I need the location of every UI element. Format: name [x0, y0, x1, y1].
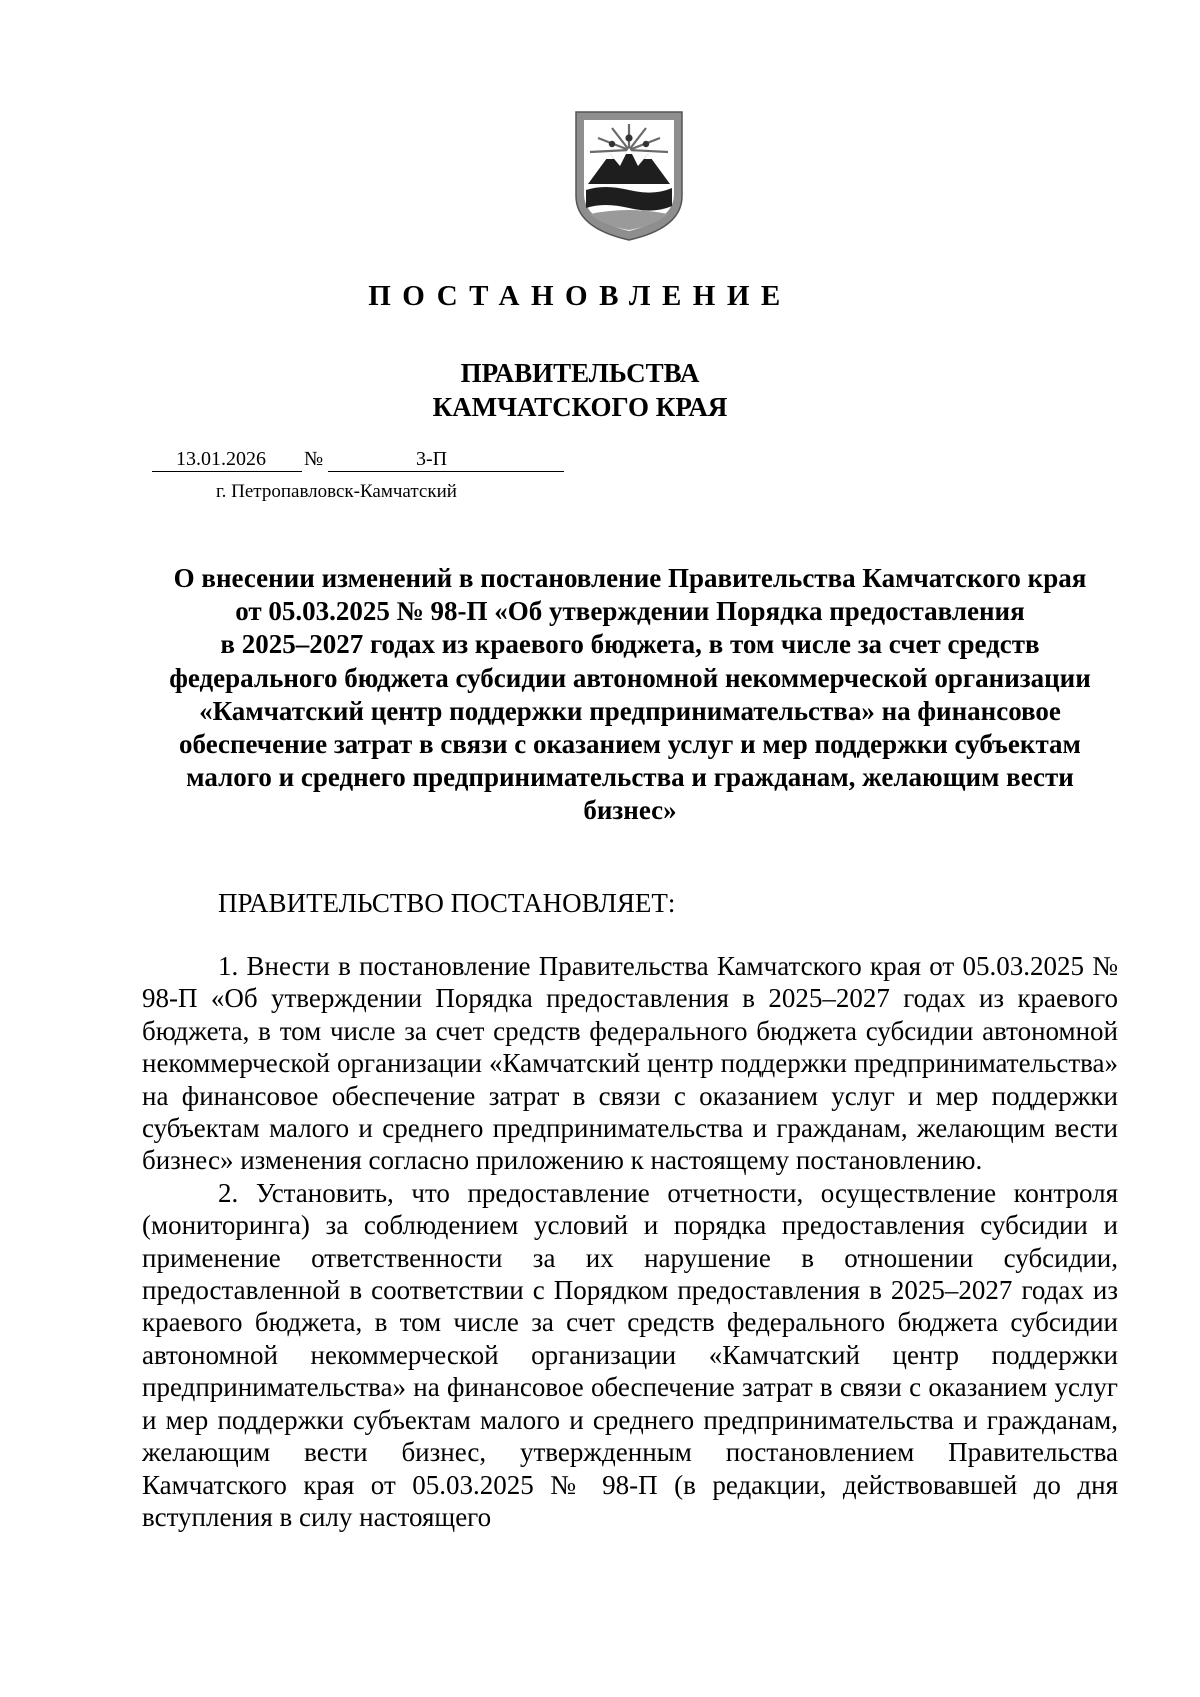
decree-heading: ПРАВИТЕЛЬСТВО ПОСТАНОВЛЯЕТ: [218, 888, 676, 918]
issue-city: г. Петропавловск-Камчатский [216, 481, 457, 502]
issuing-authority [0, 356, 1160, 424]
subject-line: «Камчатский центр поддержки предпринимательства» на финансовое [199, 695, 1061, 726]
subject-line: от 05.03.2025 № 98-П «Об утверждении Порядка предоставления [235, 596, 1025, 627]
subject-line: в 2025–2027 годах из краевого бюджета, в том числе за счет средств [220, 629, 1040, 660]
document-subject [140, 562, 1120, 828]
document-body [142, 950, 1118, 1533]
subject-line: малого и среднего предпринимательства и гражданам, желающим вести [186, 762, 1074, 793]
authority-line-1: ПРАВИТЕЛЬСТВА [460, 358, 700, 388]
document-number: 3-П [416, 448, 448, 470]
subject-line: бизнес» [583, 795, 677, 826]
subject-line: О внесении изменений в постановление Правительства Камчатского края [173, 563, 1087, 593]
coat-of-arms-emblem [574, 110, 684, 242]
document-type-title: ПОСТАНОВЛЕНИЕ [368, 280, 792, 312]
number-sign: № [304, 448, 324, 470]
number-underline [328, 471, 564, 472]
body-paragraph-2: 2. Установить, что предоставление отчетности, осуществление контроля (мониторинга) за соблюдением условий и порядка предоставления субсидии и применение ответственности за их нарушение в отношении субсидии, предоставленной в соответствии с Порядком предоставления в 2025–2027 годах из краевого бюджета, в том числе за счет средств федерального бюджета субсидии автономной некоммерческой организации «Камчатский центр поддержки предпринимательства» на финансовое обеспечение затрат в связи с оказанием услуг и мер поддержки субъектам малого и среднего предпринимательства и гражданам, желающим вести бизнес, утвержденным постановлением Правительства Камчатского края от 05.03.2025 № 98-П (в редакции, действовавшей до дня вступления в силу настоящего [142, 1177, 1118, 1532]
date-underline [152, 471, 302, 472]
body-paragraph-1: 1. Внести в постановление Правительства Камчатского края от 05.03.2025 № 98-П «Об утверждении Порядка предоставления в 2025–2027 годах из краевого бюджета, в том числе за счет средств федерального бюджета субсидии автономной некоммерческой организации «Камчатский центр поддержки предпринимательства» на финансовое обеспечение затрат в связи с оказанием услуг и мер поддержки субъектам малого и среднего предпринимательства и гражданам, желающим вести бизнес» изменения согласно приложению к настоящему постановлению. [142, 951, 1118, 1176]
document-registration [152, 448, 592, 474]
document-date: 13.01.2026 [176, 448, 266, 470]
authority-line-2: КАМЧАТСКОГО КРАЯ [432, 392, 728, 422]
subject-line: обеспечение затрат в связи с оказанием услуг и мер поддержки субъектам [179, 729, 1081, 760]
subject-line: федерального бюджета субсидии автономной некоммерческой организации [169, 662, 1091, 693]
